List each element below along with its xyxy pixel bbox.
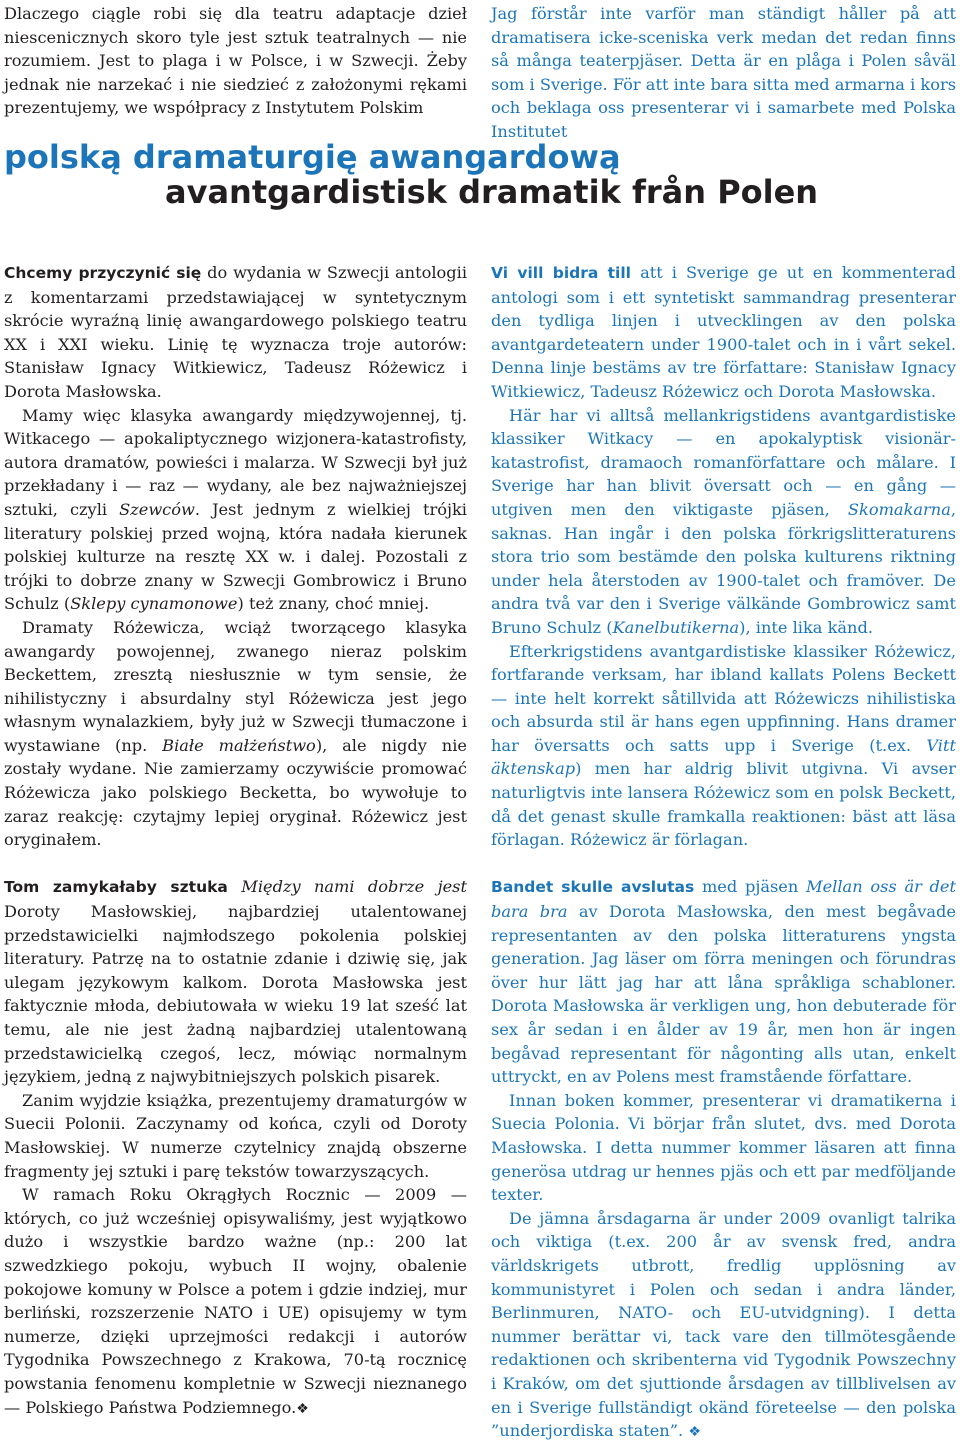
swedish-paragraph: Här har vi alltså mellankrigstidens avantgardistiske klassiker Witkacy — en apokalyptisk visionär-katastrofist, dramaoch romanförfattare och målare. I Sverige har han blivit översatt och — en gång — utgiven men den viktigaste pjäsen, Skomakarna, saknas. Han ingår i den polska förkrigslitteraturens stora trio som bestämde den polska kulturens riktning under hela återstoden av 1900-talet och framöver. De andra två var den i Sverige välkände Gombrowicz samt Bruno Schulz (Kanelbutikerna), inte lika känd. [491, 405, 956, 637]
swedish-lead-in: Vi vill bidra till [491, 264, 631, 282]
intro-polish [4, 2, 467, 120]
article-polish-column [4, 261, 467, 1421]
headline-swedish: avantgardistisk dramatik från Polen [165, 173, 819, 211]
polish-paragraph: Mamy więc klasyka awangardy międzywojennej, tj. Witkacego — apokaliptycznego wizjonera-katastrofisty, autora dramatów, powieści i malarza. W Szwecji był już przekładany i — raz — wydany, ale bez najważniejszej sztuki, czyli Szewców. Jest jednym z wielkiej trójki literatury polskiej przed wojną, która nadała kierunek polskiej kulturze na resztę XX w. i dalej. Pozostali z trójki to dobrze znany w Szwecji Gombrowicz i Bruno Schulz (Sklepy cynamonowe) też znany, choć mniej. [4, 405, 467, 614]
polish-paragraph: Tom zamykałaby sztuka Między nami dobrze jest Doroty Masłowskiej, najbardziej utalentowanej przedstawicielki najmłodszego pokolenia polskiej literatury. Patrzę na to ostatnie zdanie i dziwię się, jak ulegam językowym kalkom. Dorota Masłowska jest faktycznie młoda, debiutowała w wieku 19 lat sześć lat temu, ale nie jest żadną najbardziej utalentowaną przedstawicielką czegoś, lecz, mówiąc normalnym językiem, jedną z najwybitniejszych polskich pisarek. [4, 877, 467, 1087]
article-swedish-column [491, 261, 956, 1445]
swedish-paragraph: Vi vill bidra till att i Sverige ge ut en kommenterad antologi som i ett syntetiskt sammandrag presenterar den tydliga linjen i utvecklingen av den polska avantgardeteatern under 1900-talet och in i vårt sekel. Denna linje bestäms av tre författare: Stanisław Ignacy Witkiewicz, Tadeusz Różewicz och Dorota Masłowska. [491, 263, 956, 401]
polish-paragraph: Dramaty Różewicza, wciąż tworzącego klasyka awangardy powojennej, zwanego nieraz polskim Beckettem, zresztą niesłusznie w tym sensie, że nihilistyczny i absurdalny styl Różewicza jest jego własnym wynalazkiem, były już w Szwecji tłumaczone i wystawiane (np. Białe małżeństwo), ale nigdy nie zostały wydane. Nie zamierzamy oczywiście promować Różewicza jako polskiego Becketta, bo wywołuje to zaraz reakcję: czytajmy lepiej oryginał. Różewicz jest oryginałem. [4, 617, 467, 850]
swedish-paragraph: Bandet skulle avslutas med pjäsen Mellan oss är det bara bra av Dorota Masłowska, den mest begåvade representanten av den polska litteraturens yngsta generation. Jag läser om förra meningen och förundras över hur lätt jag har att låna språkliga schabloner. Dorota Masłowska är verkligen ung, hon debuterade för sex år sedan i en ålder av 19 år, men hon är ingen begåvad representant för någonting alls utan, enkelt uttryckt, en av Polens mest framstående författare. [491, 877, 957, 1087]
swedish-paragraph: Efterkrigstidens avantgardistiske klassiker Różewicz, fortfarande verksam, har ibland kallats Polens Beckett — inte helt korrekt såtillvida att Różewiczs nihilistiska och absurda stil är hans egen uppfinning. Hans dramer har översatts och satts upp i Sverige (t.ex. Vitt äktenskap) men har aldrig blivit utgivna. Vi avser naturligtvis inte lansera Różewicz som en polsk Beckett, då det genast skulle framkalla reaktionen: bäst att läsa förlagan. Różewicz är förlagan. [491, 641, 956, 850]
swedish-lead-in: Bandet skulle avslutas [491, 878, 695, 897]
swedish-paragraph: De jämna årsdagarna är under 2009 ovanligt talrika och viktiga (t.ex. 200 år av svensk fred, andra världskrigets utbrott, fredlig upplösning av kommunistyret i Polen och sedan i andra länder, Berlinmuren, NATO- och EU-utvidgning). I detta nummer berättar vi, tack vare den tillmötesgående redaktionen och skribenterna vid Tygodnik Powszechny i Kraków, om det sjuttionde årsdagen av tillblivelsen av en i Sverige fullständigt okänd företeelse — den polska ”underjordiska staten”. ❖ [491, 1208, 956, 1441]
polish-lead-in: Chcemy przyczynić się [4, 264, 202, 282]
end-mark-icon: ❖ [296, 1400, 309, 1417]
polish-lead-in: Tom zamykałaby sztuka [4, 878, 228, 897]
polish-paragraph: W ramach Roku Okrągłych Rocznic — 2009 — których, co już wcześniej opisywaliśmy, jest wyjątkowo dużo i wszystkie bardzo ważne (np.: 200 lat szwedzkiego pokoju, wybuch II wojny, obalenie pokojowe komuny w Polsce a potem i gdzie indziej, mur berliński, rozszerzenie NATO i UE) opisujemy w tym numerze, dzięki uprzejmości redakcji i autorów Tygodnika Powszechnego z Krakowa, 70-tą rocznicę powstania fenomenu kompletnie w Szwecji nieznanego — Polskiego Państwa Podziemnego.❖ [4, 1185, 467, 1417]
polish-paragraph: Chcemy przyczynić się do wydania w Szwecji antologii z komentarzami przedstawiającej w syntetycznym skrócie wyraźną linię awangardowego polskiego teatru XX i XXI wieku. Linię tę wyznacza troje autorów: Stanisław Ignacy Witkiewicz, Tadeusz Różewicz i Dorota Masłowska. [4, 263, 467, 401]
swedish-paragraph: Innan boken kommer, presenterar vi dramatikerna i Suecia Polonia. Vi börjar från slutet, dvs. med Dorota Masłowska. I detta nummer kommer läsaren att finna generösa utdrag ur hennes pjäs och ett par medföljande texter. [491, 1090, 956, 1205]
intro-swedish-text: Jag förstår inte varför man ständigt håller på att dramatisera icke-sceniska verk medan det redan finns så många teaterpjäser. Detta är en plåga i Polen såväl som i Sverige. För att inte bara sitta med armarna i kors och beklaga oss presenterar vi i samarbete med Polska Institutet [491, 4, 956, 141]
end-mark-icon: ❖ [688, 1424, 701, 1441]
intro-polish-text: Dlaczego ciągle robi się dla teatru adaptacje dzieł niescenicznych skoro tyle jest sztuk teatralnych — nie rozumiem. Jest to plaga i w Polsce, i w Szwecji. Żeby jednak nie narzekać i nie siedzieć z założonymi rękami prezentujemy, we współpracy z Instytutem Polskim [4, 4, 467, 118]
polish-paragraph: Zanim wyjdzie książka, prezentujemy dramaturgów w Suecii Polonii. Zaczynamy od końca, czyli od Doroty Masłowskiej. W numerze czytelnicy znajdą obszerne fragmenty jej sztuki i parę tekstów towarzyszących. [4, 1090, 467, 1181]
intro-swedish [491, 2, 956, 144]
headline-polish: polską dramaturgię awangardową [4, 138, 621, 176]
